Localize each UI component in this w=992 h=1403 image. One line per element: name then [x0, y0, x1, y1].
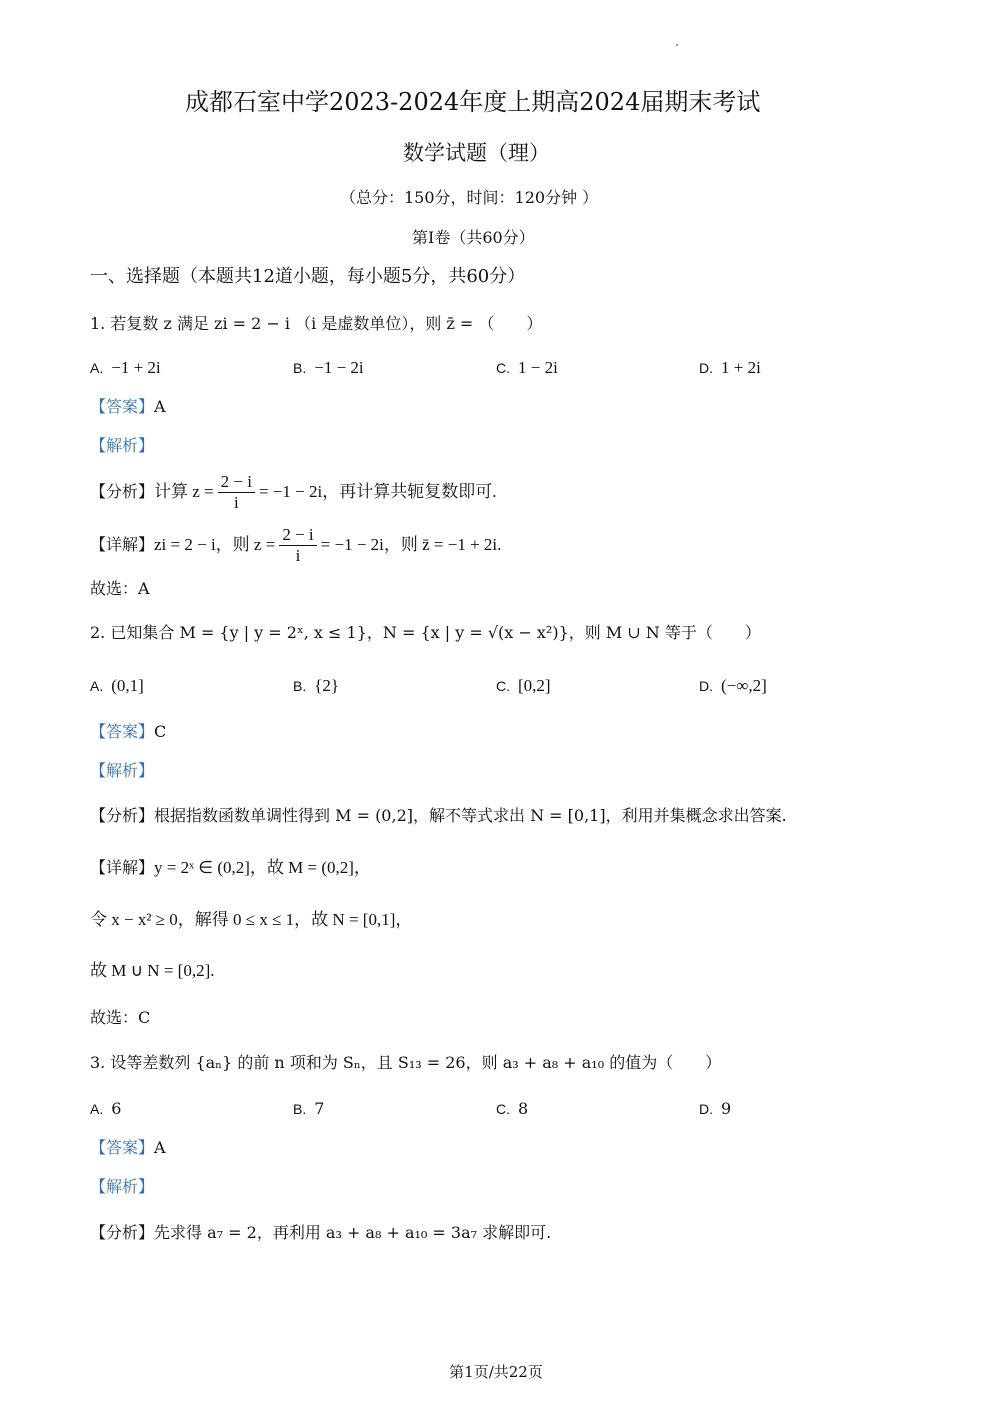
option-text: 7 — [314, 1099, 325, 1118]
option-text: 1 + 2i — [721, 358, 761, 377]
fraction — [279, 525, 316, 566]
q2-detail-1 — [90, 857, 371, 879]
option-text: −1 + 2i — [111, 358, 161, 377]
fenxi-text: 先求得 a₇ = 2，再利用 a₃ + a₈ + a₁₀ = 3a₇ 求解即可. — [154, 1223, 552, 1242]
fenxi-tag: 【分析】 — [90, 482, 155, 501]
option-key: D. — [699, 678, 713, 694]
option-key: A. — [90, 678, 104, 694]
option-text: 6 — [111, 1099, 122, 1118]
fenxi-pre: 计算 z = — [154, 482, 214, 501]
q3-option-b — [293, 1098, 324, 1120]
question-3-stem: 3. 设等差数列 {aₙ} 的前 n 项和为 Sₙ，且 S₁₃ = 26，则 a₃ + a₈ + a₁₀ 的值为（ ） — [90, 1053, 722, 1072]
answer-tag: 【答案】 — [90, 397, 155, 416]
q2-option-a — [90, 675, 144, 697]
question-1-stem: 1. 若复数 z 满足 zi = 2 − i （i 是虚数单位），则 z̄ = （ ） — [90, 314, 543, 333]
q3-answer — [90, 1137, 166, 1159]
q1-option-c — [496, 357, 558, 379]
detail-tag: 【详解】 — [90, 858, 155, 877]
option-text: [0,2] — [518, 676, 551, 695]
fenxi-post: = −1 − 2i，再计算共轭复数即可. — [258, 482, 497, 501]
q2-fenxi — [90, 805, 787, 827]
question-2-stem: 2. 已知集合 M = {y | y = 2ˣ, x ≤ 1}，N = {x | y = √(x − x²)}，则 M ∪ N 等于（ ） — [90, 623, 761, 642]
option-key: D. — [699, 360, 713, 376]
scan-speck — [676, 44, 678, 46]
q3-analysis-tag — [90, 1176, 154, 1198]
q1-choose: 故选：A — [90, 579, 150, 598]
option-text: (0,1] — [111, 676, 144, 695]
q2-choose: 故选：C — [90, 1008, 151, 1027]
section-heading: 一、选择题（本题共12道小题，每小题5分，共60分） — [90, 266, 526, 287]
score-info: （总分：150分，时间：120分钟 ） — [340, 188, 599, 207]
option-key: A. — [90, 360, 104, 376]
option-key: C. — [496, 1101, 510, 1117]
analysis-tag: 【解析】 — [90, 1177, 155, 1196]
page-title: 成都石室中学2023-2024年度上期高2024届期末考试 — [185, 88, 761, 116]
q2-option-d — [699, 675, 767, 697]
answer-value: A — [154, 1138, 166, 1157]
q1-option-d — [699, 357, 761, 379]
option-key: B. — [293, 360, 307, 376]
q1-analysis-tag — [90, 435, 154, 457]
q1-option-a — [90, 357, 161, 379]
option-key: B. — [293, 1101, 307, 1117]
numerator: 2 − i — [218, 472, 255, 493]
option-text: 8 — [518, 1099, 529, 1118]
fenxi-tag: 【分析】 — [90, 1223, 155, 1242]
q2-detail-3: 故 M ∪ N = [0,2]. — [90, 961, 215, 980]
option-text: −1 − 2i — [314, 358, 364, 377]
option-key: A. — [90, 1101, 104, 1117]
fenxi-text: 根据指数函数单调性得到 M = (0,2]，解不等式求出 N = [0,1]，利用并集概念求出答案. — [154, 806, 787, 825]
q3-option-a — [90, 1098, 121, 1120]
page-footer: 第1页/共22页 — [449, 1363, 543, 1381]
q2-analysis-tag — [90, 760, 154, 782]
q1-option-b — [293, 357, 364, 379]
option-key: B. — [293, 678, 307, 694]
detail-post: = −1 − 2i，则 z̄ = −1 + 2i. — [320, 535, 502, 554]
option-key: C. — [496, 678, 510, 694]
fraction — [218, 472, 255, 513]
option-key: C. — [496, 360, 510, 376]
q2-option-b — [293, 675, 339, 697]
q1-answer — [90, 396, 166, 418]
page-subtitle: 数学试题（理） — [403, 141, 550, 165]
answer-tag: 【答案】 — [90, 722, 155, 741]
q3-fenxi — [90, 1222, 551, 1244]
option-text: 1 − 2i — [518, 358, 558, 377]
answer-value: A — [154, 397, 166, 416]
q3-option-d — [699, 1098, 731, 1120]
option-text: 9 — [721, 1099, 732, 1118]
analysis-tag: 【解析】 — [90, 436, 155, 455]
detail-pre: zi = 2 − i，则 z = — [154, 535, 276, 554]
q2-answer — [90, 721, 166, 743]
answer-value: C — [154, 722, 167, 741]
q1-detail — [90, 523, 501, 567]
detail-text: y = 2ˣ ∈ (0,2]，故 M = (0,2]， — [154, 858, 371, 877]
option-key: D. — [699, 1101, 713, 1117]
fenxi-tag: 【分析】 — [90, 806, 155, 825]
denominator: i — [233, 492, 239, 512]
q1-fenxi — [90, 470, 496, 514]
q2-option-c — [496, 675, 551, 697]
denominator: i — [295, 545, 301, 565]
answer-tag: 【答案】 — [90, 1138, 155, 1157]
analysis-tag: 【解析】 — [90, 761, 155, 780]
option-text: (−∞,2] — [721, 676, 767, 695]
detail-tag: 【详解】 — [90, 535, 155, 554]
q2-detail-2: 令 x − x² ≥ 0，解得 0 ≤ x ≤ 1，故 N = [0,1]， — [90, 910, 413, 929]
volume-label: 第I卷（共60分） — [412, 228, 535, 247]
numerator: 2 − i — [279, 525, 316, 546]
option-text: {2} — [314, 676, 340, 695]
q3-option-c — [496, 1098, 528, 1120]
